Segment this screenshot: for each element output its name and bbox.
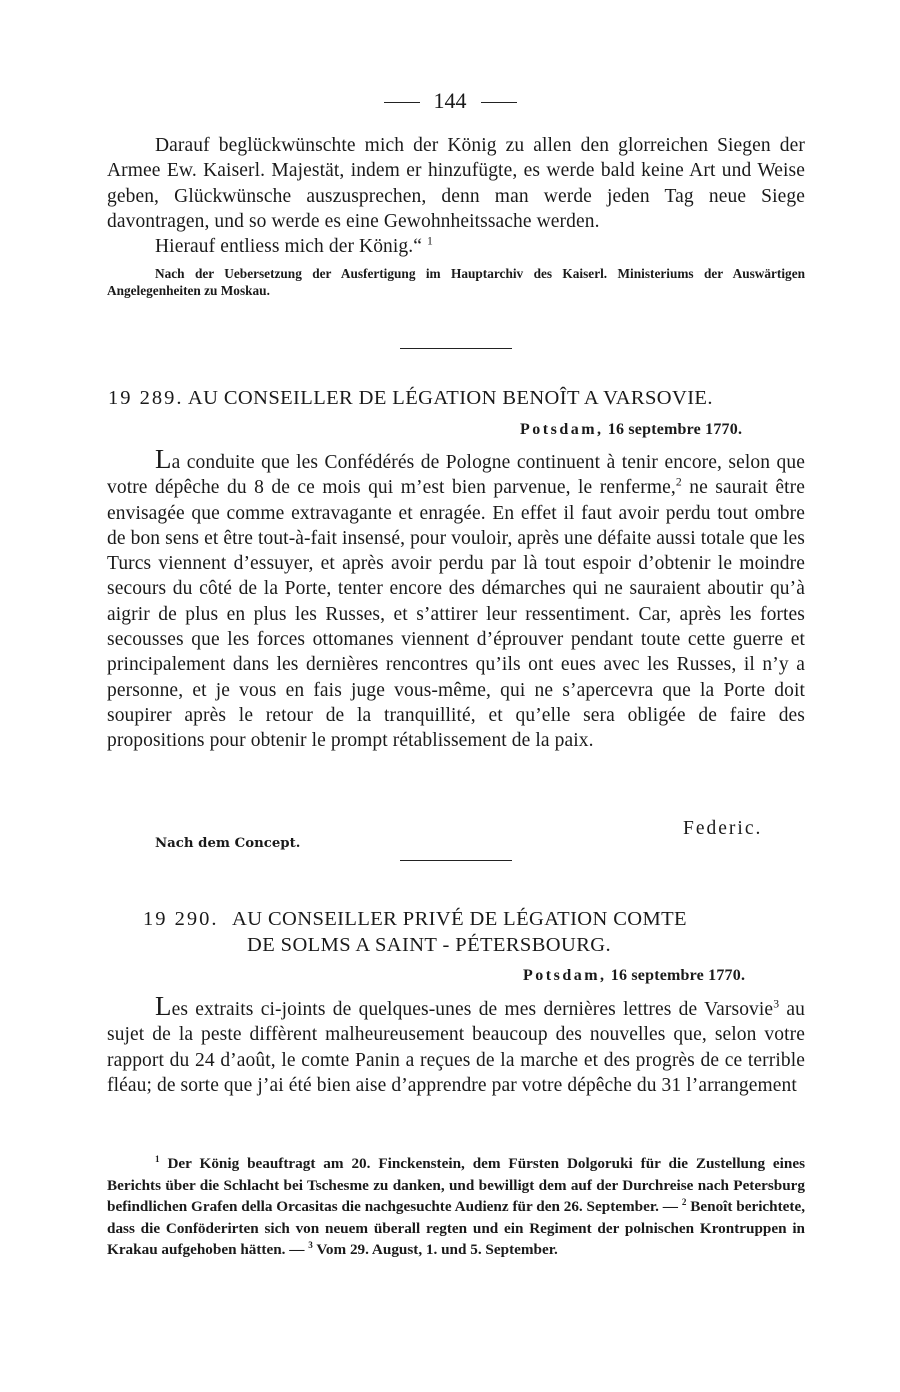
footnote-ref: 2 <box>675 475 682 489</box>
page-number-header <box>0 88 900 114</box>
page-number: 144 <box>433 88 467 113</box>
source-note: Nach der Uebersetzung der Ausfertigung im Hauptarchiv des Kaiserl. Ministeriums der Auswärtigen Angelegenheiten zu Moskau. <box>107 266 805 299</box>
footnote-mark: 2 <box>681 1196 687 1207</box>
letter-heading <box>143 908 687 931</box>
letter-place: Potsdam, <box>520 421 604 438</box>
paragraph: Les extraits ci-joints de quelques-unes de mes dernières lettres de Varsovie$^3$ au sujet de la peste diffèrent malheureusement beaucoup des nouvelles que, selon votre rapport du 24 d’août, le comte Panin a reçues de la marche et des progrès de ce terrible fléau; de sorte que j’ai été bien aise d’apprendre par votre dépêche du 31 l’arrangement <box>107 991 805 1096</box>
letter-body <box>107 993 805 1098</box>
letter-date: 16 septembre 1770. <box>607 421 743 438</box>
letter-heading <box>108 387 713 410</box>
letter-body <box>107 446 805 754</box>
source-note: Nach dem Concept. <box>155 836 301 851</box>
paragraph: La conduite que les Confédérés de Pologne continuent à tenir encore, selon que votre dépêche du 8 de ce mois qui m’est bien parvenue, le renferme,$^2$ ne saurait être envisagée que comme extravagante et enragée. En effet il faut avoir perdu tout ombre de bon sens et être tout-à-fait insensé, pour vouloir, après une défaite aussi totale que les Turcs viennent d’essuyer, et après avoir perdu par là tout espoir d’obtenir le moindre secours du côté de la Porte, tenter encore des démarches qui ne sauraient aboutir qu’à aigrir de plus en plus les Russes, et s’attirer leur ressentiment. Car, après les fortes secousses que les forces ottomanes viennent d’éprouver pendant toute cette guerre et principalement dans les dernières rencontres qu’ils ont eues avec les Russes, il n’y a personne, et je vous en fais juge vous-même, qui ne s’apercevra que la Porte doit soupirer après le retour de la tranquillité, et qu’elle sera obligée de faire des propositions pour obtenir le prompt rétablissement de la paix. <box>107 444 805 752</box>
signature: Federic. <box>683 818 763 839</box>
letter-heading-continued: DE SOLMS A SAINT - PÉTERSBOURG. <box>247 934 611 956</box>
footnote-mark: 3 <box>308 1239 313 1250</box>
footnote-text: $^1$ Der König beauftragt am 20. Finckenstein, dem Fürsten Dolgoruki für die Zustellung eines Berichts über die Schlacht bei Tschesme zu danken, und bewilligt dem auf der Durchreise nach Petersburg befindlichen Grafen della Orcasitas die nachgesuchte Audienz für den 26. September. — $^2$ Benoît berichtete, dass die Conföderirten sich von neuem überall regten und ein Regiment der polnischen Krontruppen in Krakau aufgehoben hätten. — $^3$ Vom 29. August, 1. und 5. September. <box>107 1153 806 1258</box>
letter-place: Potsdam, <box>523 967 607 984</box>
letter-number: 19 290. <box>143 908 219 930</box>
drop-cap: L <box>155 991 172 1021</box>
letter-place-date <box>523 967 745 985</box>
section-divider <box>400 348 512 349</box>
drop-cap: L <box>155 444 172 474</box>
footnote-ref: 3 <box>773 997 780 1011</box>
letter-place-date <box>520 421 742 439</box>
previous-letter-continuation <box>107 133 805 299</box>
paragraph: Hierauf entliess mich der König.“ $^1$ <box>155 234 433 258</box>
footnote-mark: 1 <box>155 1153 160 1164</box>
header-dash-right <box>481 102 517 103</box>
letter-recipient: AU CONSEILLER DE LÉGATION BENOÎT A VARSOVIE. <box>187 387 713 409</box>
footnotes <box>107 1153 805 1261</box>
footnote-ref: 1 <box>427 234 433 248</box>
paragraph: Darauf beglückwünschte mich der König zu allen den glorreichen Siegen der Armee Ew. Kaiserl. Majestät, indem er hinzufügte, es werde bald keine Art und Weise geben, Glückwünsche auszusprechen, denn man werde jeden Tag neue Siege davontragen, und so werde es eine Gewohnheitssache werden. <box>107 135 805 232</box>
header-dash-left <box>384 102 420 103</box>
letter-number: 19 289. <box>108 387 184 409</box>
section-divider <box>400 860 512 861</box>
letter-date: 16 septembre 1770. <box>610 967 746 984</box>
letter-recipient: AU CONSEILLER PRIVÉ DE LÉGATION COMTE <box>232 908 687 930</box>
